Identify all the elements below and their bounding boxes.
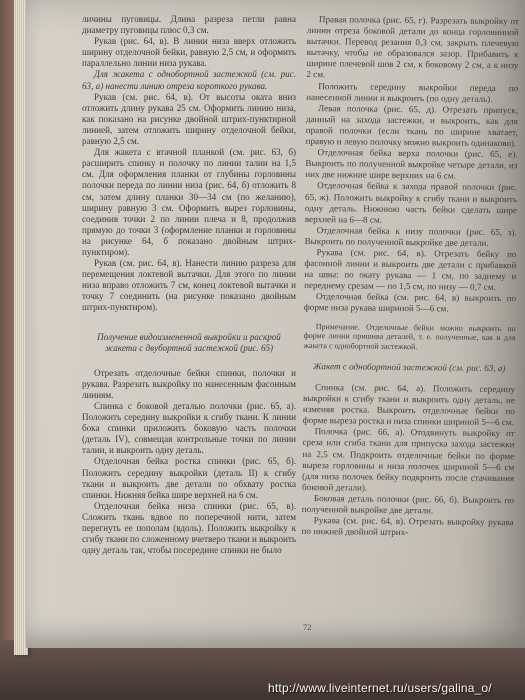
paragraph: Для жакета с втачной планкой (см. рис. 63, б) расширить спинку и полочку по линии талии на 1,5 см. Для оформления планки от глубины горловины полочки переда по линии низа (рис. 64, б) отложить 8 см, затем длину планки 30—34 см (по желанию), ширину равную 3 см. Оформить вырез горловины, соединив точки 2 по линии плеча и 8, продолжив прямую до точки 3 (оформление планки и горловины на рисунке 64, б показано двойным штрих-пунктиром). [82, 147, 296, 257]
paragraph: личины пуговицы. Длина разреза петли равна диаметру пуговицы плюс 0,3 см. [82, 14, 296, 36]
paragraph: Отделочная бейка (см. рис. 64, в) выкроить по форме низа рукава шириной 5—6 см. [303, 291, 517, 314]
paragraph: Рукав (рис. 64, в). В линии низа вверх отложить ширину отделочной бейки, равную 2,5 см, и оформить параллельно линии низа рукава. [82, 36, 296, 69]
paragraph: Боковая деталь полочки (рис. 66, б). Выкроить по полученной выкройке две детали. [301, 493, 514, 516]
note-paragraph: Примечание. Отделочные бейки можно выкроить по форме линии пришива деталей, т. е. полученные, как и для жакета с однобортной застежкой. [303, 321, 516, 352]
paragraph: Отрезать отделочные бейки спинки, полочки и рукава. Разрезать выкройку по нанесенным фасонным линиям. [82, 367, 296, 400]
paragraph: Спинка (см. рис. 64, а). Положить середину выкройки к сгибу ткани и выкроить одну деталь, не изменяя ростка. Выкроить отделочные бейки по форме выреза ростка и низа спинки шириной 5—6 см. [302, 382, 516, 428]
book-page [26, 0, 525, 648]
paragraph: Полочка (рис. 66, а). Отодвинуть выкройку от среза или сгиба ткани для припуска захода застежки на 2,5 см. Подкроить отделочные бейки по форме выреза горловины и низа полочек шириной 5—6 см (для низа полочек бейку подкроить после стачивания боковой детали). [301, 426, 515, 493]
paragraph: Левая полочка (рис. 65, д). Отрезать припуск, данный на захода застежки, и выкроить, как для правой полочки (если ткань по ширине хватает, правую и левую полочку можно выкроить одинаково). [305, 102, 519, 149]
paragraph: Рукав (см. рис. 64, в). От высоты оката вниз отложить длину рукава 25 см. Оформить линию низа, как показано на рисунке двойной штрих-пунктирной линией, затем отложить ширину отделочной бейки, равную 2,5 см. [82, 91, 296, 147]
paragraph: Отделочная бейка ростка спинки (рис. 65, б). Положить середину выкройки (деталь II) к сгибу ткани и выкроить две детали по обхвату ростка спинки. Нижняя бейка шире верхней на 6 см. [82, 456, 296, 500]
left-column [82, 14, 296, 556]
paragraph: Рукава (см. рис. 64, в). Отрезать бейку по фасонной линии и выкроить две детали с прибавкой на швы: по окату рукава — 1 см, по заднему и переднему срезам — по 1,5 см, по низу — 0,7 см. [304, 247, 517, 293]
page-number: 72 [303, 622, 312, 632]
paragraph: Отделочная бейка к захода правой полочки (рис. 65, ж). Положить выкройку к сгибу ткани и выкроить одну деталь. Нижнюю часть бейки сделать шире верхней на 6—8 см. [304, 180, 518, 225]
paragraph: Отделочная бейка низа спинки (рис. 65, в). Сложить ткань вдвое по поперечной нити, затем перегнуть ее пополам (вдоль). Положить выкройку к сгибу ткани по сложенному вчетверо ткани и выкроить одну деталь так, чтобы посередине спинки не было [82, 500, 297, 556]
paragraph: Положить середину выкройки переда по нанесенной линии и выкроить (по одну деталь). [306, 80, 519, 104]
right-column [302, 14, 519, 540]
section-heading: Получение видоизмененной выкройки и раскрой жакета с двубортной застежкой (рис. 65) [97, 331, 281, 353]
section-heading: Жакет с однобортной застежкой (см. рис. 63, а) [313, 361, 506, 374]
paragraph: Для жакета с однобортной застежкой (см. рис. 63, а) нанести линию отреза короткого рукава. [82, 69, 296, 91]
paragraph: Рукава (см. рис. 64, в). Отрезать выкройку рукава по нижней двойной штрих- [301, 515, 514, 538]
paragraph: Рукав (см. рис. 64, в). Нанести линию разреза для перемещения локтевой вытачки. Для этого по линии низа вправо отложить 7 см, конец локтевой вытачки и точку 7 соединить (на рисунке показано двойным штрих-пунктиром). [82, 258, 296, 313]
paragraph: Правая полочка (рис. 65, г). Разрезать выкройку от линии отреза боковой детали до конца горловинной вытачки. Перевод резания 0,3 см, закрыть плечевую вытачку, чтобы не образовался зазор. Прибавить к ширине плечевой шов 2 см, к боковому 2 см, а к низу 2 см. [306, 14, 519, 80]
paragraph: Отделочная бейка верха полочки (рис. 65, е). Выкроить по полученной выкройке четыре детали, из них две нижние шире верхних на 6 см. [305, 147, 518, 181]
paragraph: Спинка с боковой деталью полочки (рис. 65, а). Положить середину выкройки к сгибу ткани. К линии бока спинки приложить боковую часть полочки (деталь IV), совмещая контрольные точки по линии талии, и выкроить одну деталь. [82, 401, 296, 456]
paragraph: Отделочная бейка к низу полочки (рис. 65, з). Выкроить по полученной выкройке две детали. [304, 224, 517, 248]
watermark-url: http://www.liveinternet.ru/users/galina_o/ [268, 681, 492, 695]
